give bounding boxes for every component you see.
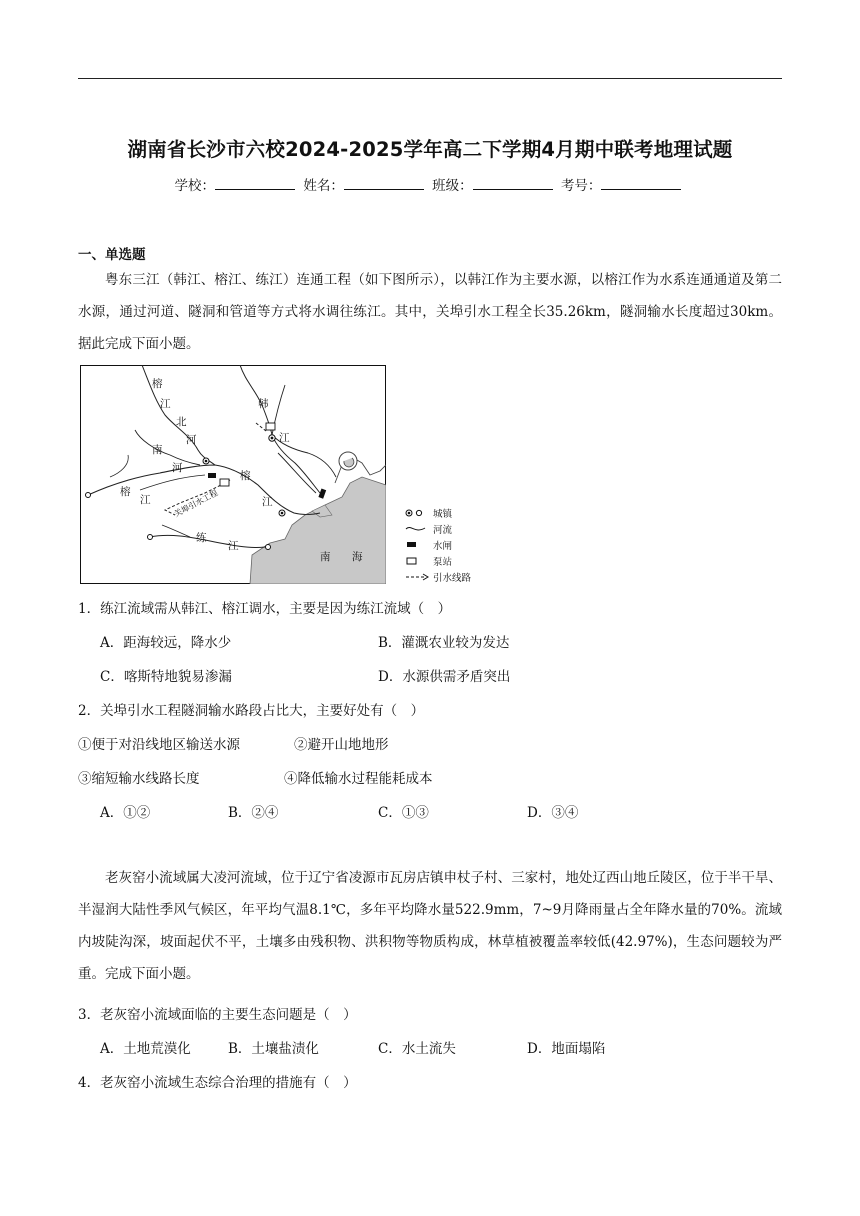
q1-option-a[interactable]: A．距海较远，降水少: [100, 635, 232, 651]
q1-option-b[interactable]: B．灌溉农业较为发达: [378, 635, 510, 651]
legend-label: 引水线路: [433, 573, 472, 584]
legend-label: 河流: [433, 525, 453, 536]
question-2-stem: 2．关埠引水工程隧洞输水路段占比大，主要好处有（ ）: [78, 703, 425, 719]
q2-statement-3: ③缩短输水线路长度: [78, 771, 200, 787]
map-label: 江: [262, 496, 273, 508]
school-label: 学校：: [174, 178, 216, 194]
q3-option-a[interactable]: A．土地荒漠化: [100, 1041, 191, 1057]
class-blank[interactable]: [473, 177, 553, 190]
school-blank[interactable]: [215, 177, 295, 190]
pump-station-marker: [220, 479, 229, 486]
legend-label: 泵站: [433, 557, 453, 568]
sluice-marker: [208, 473, 216, 478]
q1-option-d[interactable]: D．水源供需矛盾突出: [378, 669, 511, 685]
passage-2-text: 老灰窑小流域属大凌河流域，位于辽宁省凌源市瓦房店镇申杖子村、三家村，地处辽西山地丘陵区，位于半干旱、半湿润大陆性季风气候区，年平均气温8.1℃，多年平均降水量522.9mm，7~9月降雨量占全年降水量的70%。流域内坡陡沟深，坡面起伏不平，土壤多由残积物、洪积物等物质构成，林草植被覆盖率较低(42.97%)，生态问题较为严重。完成下面小题。: [78, 870, 782, 982]
map-label: 江: [160, 398, 171, 410]
map-label: 河: [186, 434, 197, 446]
legend-item: [405, 537, 495, 553]
map-label: 南: [152, 444, 163, 456]
legend-item: [405, 521, 495, 537]
passage-1: [78, 264, 782, 360]
map-legend: [405, 505, 495, 585]
map-label: 河: [172, 462, 183, 474]
map-label: 江: [279, 432, 290, 444]
map-label: 韩: [258, 398, 269, 410]
q2-statement-1: ①便于对沿线地区输送水源: [78, 737, 240, 753]
map-label: 关埠引水工程: [172, 488, 220, 519]
map-label: 海: [352, 551, 363, 563]
map-label: 江: [140, 494, 151, 506]
exam-number-label: 考号：: [560, 178, 602, 194]
exam-number-blank[interactable]: [601, 177, 681, 190]
question-1-stem: 1．练江流域需从韩江、榕江调水，主要是因为练江流域（ ）: [78, 601, 452, 617]
map-label: 南: [320, 551, 331, 563]
question-3-stem: 3．老灰窑小流域面临的主要生态问题是（ ）: [78, 1007, 357, 1023]
name-blank[interactable]: [344, 177, 424, 190]
top-rule: [78, 78, 782, 79]
q2-statement-2: ②避开山地地形: [294, 737, 389, 753]
q2-statement-4: ④降低输水过程能耗成本: [284, 771, 433, 787]
q3-option-b[interactable]: B．土壤盐渍化: [228, 1041, 319, 1057]
map-label: 练: [196, 532, 207, 544]
passage-1-text: 粤东三江（韩江、榕江、练江）连通工程（如下图所示），以韩江作为主要水源，以榕江作为水系连通通道及第二水源，通过河道、隧洞和管道等方式将水调往练江。其中，关埠引水工程全长35.26km，隧洞输水长度超过30km。据此完成下面小题。: [78, 272, 782, 352]
map-label: 榕: [120, 486, 131, 498]
pump-station-marker: [266, 423, 275, 430]
map-label: 江: [228, 540, 239, 552]
three-rivers-map: [80, 365, 386, 584]
passage-2: [78, 862, 782, 990]
map-label: 榕: [152, 378, 163, 390]
student-info-line: [0, 174, 860, 194]
q3-option-c[interactable]: C．水土流失: [378, 1041, 456, 1057]
name-label: 姓名：: [303, 178, 344, 194]
q2-option-a[interactable]: A．①②: [100, 805, 151, 821]
q1-option-c[interactable]: C．喀斯特地貌易渗漏: [100, 669, 232, 685]
q3-option-d[interactable]: D．地面塌陷: [527, 1041, 606, 1057]
legend-item: [405, 505, 495, 521]
legend-item: [405, 569, 495, 585]
q2-option-b[interactable]: B．②④: [228, 805, 279, 821]
page-title: 湖南省长沙市六校2024-2025学年高二下学期4月期中联考地理试题: [127, 138, 733, 161]
map-label: 北: [176, 416, 187, 428]
q2-option-d[interactable]: D．③④: [527, 805, 579, 821]
question-4-stem: 4．老灰窑小流域生态综合治理的措施有（ ）: [78, 1075, 357, 1091]
legend-label: 城镇: [433, 509, 453, 520]
map-label: 榕: [240, 470, 251, 482]
class-label: 班级：: [432, 178, 473, 194]
q2-option-c[interactable]: C．①③: [378, 805, 429, 821]
section-heading: 一、单选题: [78, 247, 146, 263]
legend-item: [405, 553, 495, 569]
legend-label: 水闸: [433, 541, 453, 552]
